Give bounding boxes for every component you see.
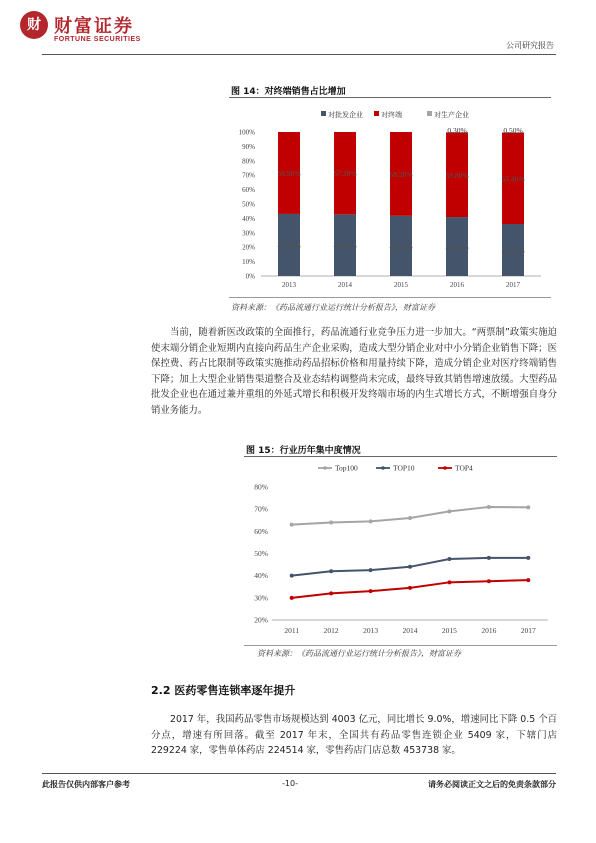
data-point — [369, 589, 373, 593]
data-label: 0.50% — [503, 126, 523, 135]
data-point — [526, 556, 530, 560]
y-tick-label: 70% — [254, 504, 268, 514]
legend-swatch-0 — [321, 111, 326, 116]
data-point — [290, 523, 294, 527]
data-point — [408, 516, 412, 520]
legend-label-1: 对终端 — [381, 111, 402, 119]
data-label: 56.90% — [277, 168, 301, 178]
data-label: 43.10% — [277, 240, 301, 250]
section-heading: 2.2 医药零售连锁率逐年提升 — [151, 684, 296, 697]
x-tick-label: 2012 — [323, 626, 339, 635]
x-tick-label: 2015 — [394, 281, 408, 289]
data-point — [487, 505, 491, 509]
data-point — [408, 565, 412, 569]
y-tick-label: 50% — [242, 200, 255, 209]
y-tick-label: 90% — [242, 142, 255, 151]
footer-disclaimer: 此报告仅供内部客户参考 — [42, 780, 130, 789]
figure14-title-rule — [229, 97, 551, 98]
legend-marker-1 — [381, 466, 385, 470]
x-tick-label: 2017 — [506, 281, 520, 289]
y-tick-label: 60% — [254, 526, 268, 536]
figure14-chart — [229, 100, 551, 294]
report-type: 公司研究报告 — [506, 41, 554, 50]
data-point — [487, 579, 491, 583]
body-paragraph: 当前，随着新医改政策的全面推行，药品流通行业竞争压力进一步加大。“两票制”政策实施迫使末端分销企业短期内直接向药品生产企业采购，造成大型分销企业对中小分销企业销售下降；医保控费、药占比限制等政策实施推动药品招标价格和用量持续下降，造成分销企业对医疗终端销售下降；加上大型企业销售渠道整合及业态结构调整尚未完成，最终导致其销售增速放缓。大型药品批发企业也在通过兼并重组的外延式增长和积极开发终端市场的内生式增长方式，不断增强自身分销业务能力。 — [151, 327, 557, 416]
logo-glyph: 财 — [27, 17, 41, 33]
legend-marker-2 — [443, 466, 447, 470]
x-tick-label: 2016 — [481, 626, 497, 635]
data-point — [369, 519, 373, 523]
data-point — [408, 586, 412, 590]
data-point — [526, 505, 530, 509]
y-tick-label: 10% — [242, 258, 255, 267]
y-tick-label: 100% — [238, 128, 255, 137]
y-tick-label: 60% — [242, 186, 255, 195]
data-point — [329, 520, 333, 524]
data-point — [329, 569, 333, 573]
y-tick-label: 50% — [254, 549, 268, 558]
figure14-source: 资料来源：《药品流通行业运行统计分析报告》，财富证券 — [231, 303, 435, 312]
figure15-title: 图 15：行业历年集中度情况 — [246, 446, 361, 456]
figure15-chart — [244, 459, 557, 643]
x-tick-label: 2011 — [284, 626, 300, 635]
y-tick-label: 40% — [242, 214, 255, 223]
legend-label-2: 对生产企业 — [434, 111, 469, 119]
logo-emblem-icon — [20, 11, 48, 39]
y-tick-label: 0% — [245, 272, 255, 281]
legend-label-0: Top100 — [335, 463, 358, 473]
section-paragraph: 2017 年，我国药品零售市场规模达到 4003 亿元，同比增长 9.0%，增速同比下降 0.5 个百分点，增速有所回落。截至 2017 年末，全国共有药品零售连锁企业 5409 家，下辖门店 229224 家，零售单体药店 224514 家，零售药店门店总数 453738 家。 — [151, 714, 557, 757]
legend-swatch-2 — [427, 111, 432, 116]
legend-label-2: TOP4 — [455, 463, 473, 473]
logo-en-text: FORTUNE SECURITIES — [54, 36, 141, 43]
x-tick-label: 2013 — [363, 626, 379, 635]
data-label: 58.20% — [389, 169, 413, 179]
data-label: 63.40% — [501, 174, 525, 184]
x-tick-label: 2013 — [282, 281, 296, 289]
page-number: -10- — [282, 779, 298, 788]
x-tick-label: 2014 — [338, 281, 352, 289]
data-point — [447, 509, 451, 513]
data-label: 36.10% — [501, 246, 525, 256]
data-point — [487, 556, 491, 560]
series-line-0 — [292, 507, 529, 525]
data-label: 57.20% — [333, 169, 357, 179]
data-point — [290, 574, 294, 578]
x-tick-label: 2016 — [450, 281, 464, 289]
legend-label-1: TOP10 — [393, 463, 415, 473]
header-divider — [42, 54, 556, 55]
data-point — [369, 568, 373, 572]
y-tick-label: 80% — [242, 157, 255, 166]
x-tick-label: 2015 — [441, 626, 457, 635]
y-tick-label: 20% — [254, 615, 268, 625]
data-label: 0.30% — [447, 126, 467, 135]
figure15-bottom-rule — [244, 645, 557, 646]
legend-marker-0 — [323, 466, 327, 470]
footer-notice: 请务必阅读正文之后的免责条款部分 — [428, 780, 556, 789]
data-point — [290, 596, 294, 600]
y-tick-label: 80% — [254, 482, 268, 492]
y-tick-label: 40% — [254, 571, 268, 581]
x-tick-label: 2017 — [520, 626, 536, 635]
y-tick-label: 20% — [242, 243, 255, 252]
footer-divider — [42, 773, 556, 774]
figure14-title: 图 14：对终端销售占比增加 — [231, 87, 346, 97]
data-label: 40.90% — [445, 242, 469, 252]
data-label: 42.80% — [333, 241, 357, 251]
data-label: 41.80% — [389, 241, 413, 251]
figure15-title-rule — [244, 456, 557, 457]
legend-label-0: 对批发企业 — [328, 111, 363, 119]
data-point — [447, 557, 451, 561]
legend-swatch-1 — [374, 111, 379, 116]
x-tick-label: 2014 — [402, 626, 418, 635]
data-point — [526, 578, 530, 582]
y-tick-label: 30% — [254, 593, 268, 603]
y-tick-label: 70% — [242, 171, 255, 180]
data-point — [447, 580, 451, 584]
data-point — [329, 591, 333, 595]
figure14-bottom-rule — [229, 297, 551, 298]
logo-cn-text: 财富证券 — [54, 16, 134, 37]
data-label: 58.80% — [445, 170, 469, 180]
figure15-source: 资料来源：《药品流通行业运行统计分析报告》，财富证券 — [257, 649, 461, 658]
y-tick-label: 30% — [242, 229, 255, 238]
